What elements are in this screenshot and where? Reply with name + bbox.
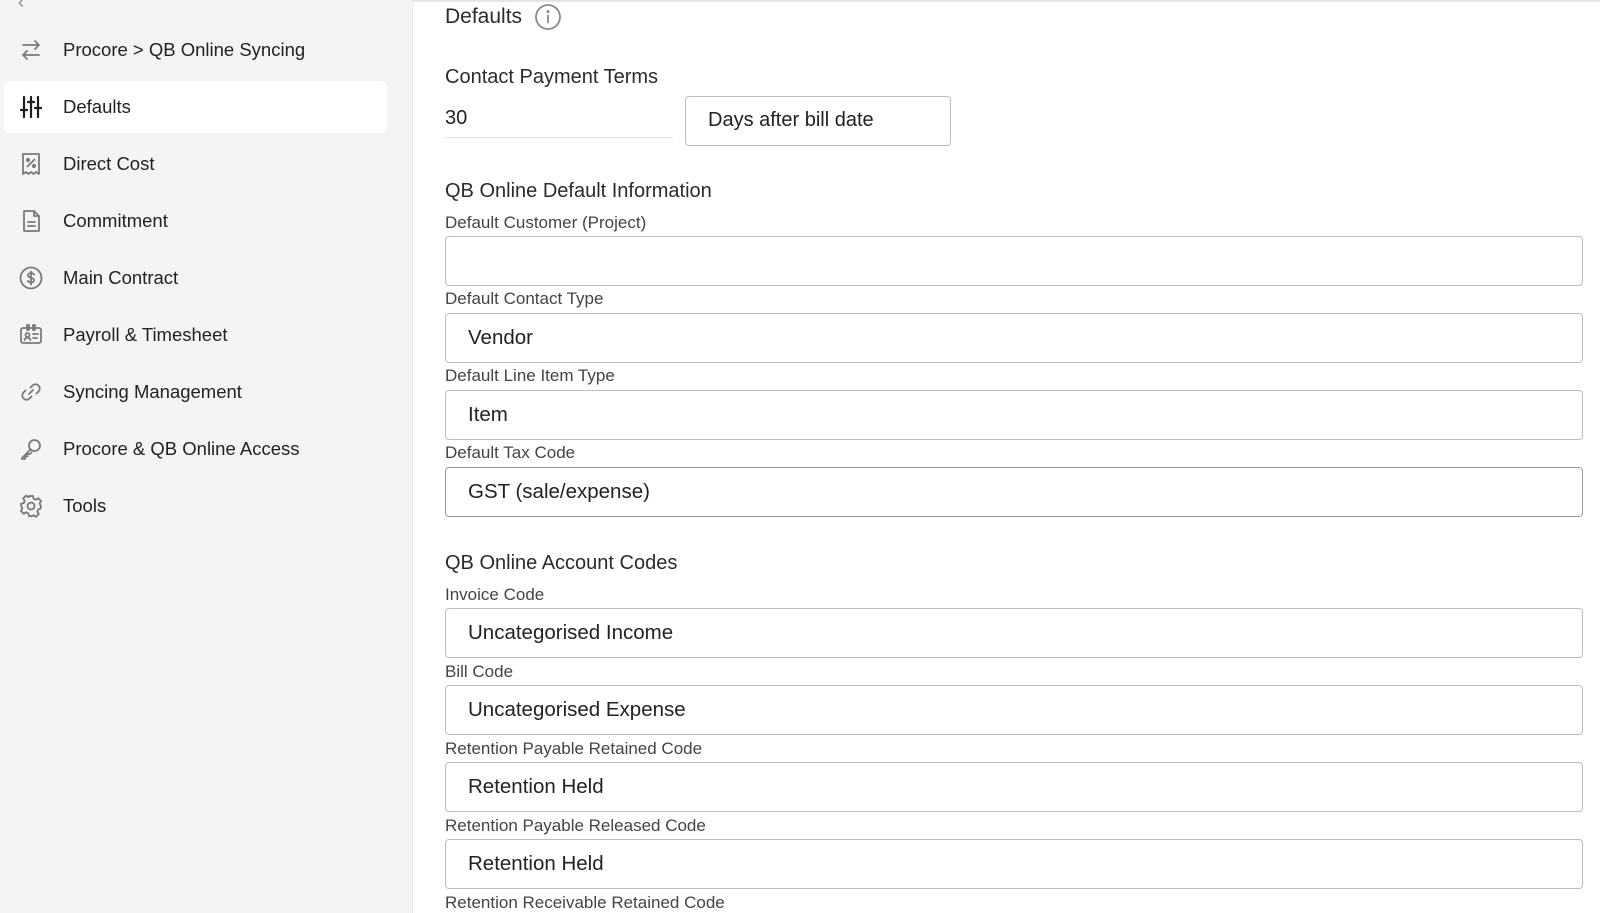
sidebar-item-label: Commitment bbox=[63, 210, 168, 231]
key-icon bbox=[18, 436, 44, 462]
sidebar-item-label: Payroll & Timesheet bbox=[63, 324, 228, 345]
sidebar-item-label: Defaults bbox=[63, 96, 131, 117]
retention-payable-retained-select[interactable]: Retention Held bbox=[445, 762, 1583, 812]
sidebar-item-payroll-timesheet[interactable] bbox=[4, 309, 387, 361]
sidebar-item-syncing-management[interactable] bbox=[4, 366, 387, 418]
sidebar-item-label: Direct Cost bbox=[63, 153, 155, 174]
default-line-item-type-select[interactable]: Item bbox=[445, 390, 1583, 440]
sidebar-scroll-clip bbox=[0, 0, 413, 12]
page-title: Defaults bbox=[445, 5, 523, 28]
invoice-code-select[interactable]: Uncategorised Income bbox=[445, 608, 1583, 658]
gear-icon bbox=[18, 493, 44, 519]
sidebar-item-main-contract[interactable] bbox=[4, 252, 387, 304]
retention-payable-retained-label: Retention Payable Retained Code bbox=[445, 739, 703, 758]
sidebar-item-label: Main Contract bbox=[63, 267, 179, 288]
sidebar-item-label: Syncing Management bbox=[63, 381, 242, 402]
dollar-circle-icon bbox=[18, 265, 44, 291]
link-icon bbox=[18, 379, 44, 405]
payment-terms-days-input[interactable]: 30 bbox=[445, 98, 673, 138]
sidebar-item-tools[interactable] bbox=[4, 480, 387, 532]
sliders-icon bbox=[18, 94, 44, 120]
payment-terms-unit-select[interactable]: Days after bill date bbox=[685, 96, 951, 146]
invoice-code-label: Invoice Code bbox=[445, 585, 545, 604]
sidebar-item-direct-cost[interactable] bbox=[4, 138, 387, 190]
account-codes-section-title: QB Online Account Codes bbox=[445, 552, 678, 574]
sidebar-item-procore-qb-access[interactable] bbox=[4, 423, 387, 475]
sidebar-item-label: Procore & QB Online Access bbox=[63, 438, 300, 459]
default-customer-input[interactable] bbox=[445, 236, 1583, 286]
bill-code-select[interactable]: Uncategorised Expense bbox=[445, 685, 1583, 735]
sidebar bbox=[0, 0, 413, 913]
default-tax-code-label: Default Tax Code bbox=[445, 443, 576, 462]
payment-terms-title: Contact Payment Terms bbox=[445, 66, 659, 88]
retention-receivable-retained-label: Retention Receivable Retained Code bbox=[445, 893, 725, 912]
sidebar-item-label: Tools bbox=[63, 495, 107, 516]
id-badge-icon bbox=[18, 322, 44, 348]
receipt-icon bbox=[18, 151, 44, 177]
default-tax-code-select[interactable]: GST (sale/expense) bbox=[445, 467, 1583, 517]
sync-arrows-icon bbox=[18, 37, 44, 63]
info-icon[interactable] bbox=[534, 3, 562, 31]
default-customer-label: Default Customer (Project) bbox=[445, 213, 647, 232]
retention-payable-released-select[interactable]: Retention Held bbox=[445, 839, 1583, 889]
default-line-item-type-label: Default Line Item Type bbox=[445, 366, 615, 385]
sidebar-item-commitment[interactable] bbox=[4, 195, 387, 247]
main-content bbox=[413, 0, 1600, 913]
page-header bbox=[445, 2, 562, 32]
sidebar-item-defaults[interactable] bbox=[4, 81, 387, 133]
document-icon bbox=[18, 208, 44, 234]
sidebar-item-label: Procore > QB Online Syncing bbox=[63, 39, 306, 60]
default-contact-type-label: Default Contact Type bbox=[445, 289, 604, 308]
sidebar-item-procore-qb-syncing[interactable] bbox=[4, 24, 387, 76]
default-contact-type-select[interactable]: Vendor bbox=[445, 313, 1583, 363]
back-arrow-icon: ‹ bbox=[18, 0, 24, 12]
default-info-section-title: QB Online Default Information bbox=[445, 180, 712, 202]
retention-payable-released-label: Retention Payable Released Code bbox=[445, 816, 706, 835]
bill-code-label: Bill Code bbox=[445, 662, 514, 681]
